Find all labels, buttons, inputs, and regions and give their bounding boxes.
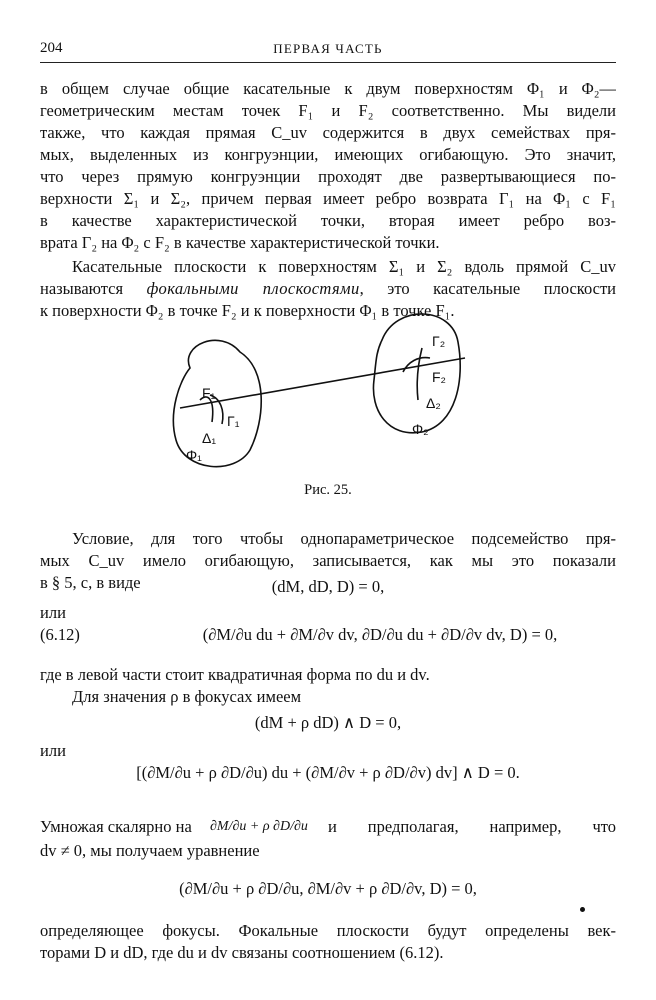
text-line: также, что каждая прямая C_uv содержится в двух семействах пря- (40, 123, 616, 142)
text-line: Касательные плоскости к поверхностям Σ₁ и Σ₂ вдоль прямой C_uv (72, 257, 616, 276)
text-line: Условие, для того чтобы однопараметрическое подсемейство пря- (72, 529, 616, 548)
text-line: в качестве характеристической точки, вторая имеет ребро воз- (40, 211, 616, 230)
text-line: и предполагая, например, что (328, 817, 616, 836)
ink-dot (580, 907, 585, 912)
congruence-line (180, 358, 465, 408)
equation-3: (dM + ρ dD) ∧ D = 0, (254, 713, 402, 732)
text-line: в общем случае общие касательные к двум поверхностям Φ₁ и Φ₂— (40, 79, 616, 98)
equation-1: (dM, dD, D) = 0, (271, 577, 385, 596)
page-header (40, 40, 616, 63)
equation-5: (∂M/∂u + ρ ∂D/∂u, ∂M/∂v + ρ ∂D/∂v, D) = 0, (179, 879, 477, 898)
text-line: верхности Σ₁ и Σ₂, причем первая имеет ребро возврата Γ₁ на Φ₁ с F₁ (40, 189, 616, 208)
text-line: мых C_uv имело огибающую, записывается, как мы это показали (40, 551, 616, 570)
text-line: dv ≠ 0, мы получаем уравнение (40, 841, 260, 860)
figure-caption: Рис. 25. (304, 482, 352, 498)
text-line: в § 5, c, в виде (40, 573, 141, 592)
label-gamma2: Γ₂ (432, 333, 446, 349)
equation-6-12: (∂M/∂u du + ∂M/∂v dv, ∂D/∂u du + ∂D/∂v dv, D) = 0, (202, 625, 558, 644)
text-line: называются фокальными плоскостями, это касательные плоскости (40, 279, 616, 298)
word-or: или (40, 741, 66, 760)
text-line: Умножая скалярно на (40, 817, 192, 836)
label-f1: F₁ (202, 385, 216, 401)
text-line: определяющее фокусы. Фокальные плоскости будут определены век- (40, 921, 616, 940)
label-phi1: Φ₁ (186, 447, 202, 463)
text-line: врата Γ₂ на Φ₂ с F₂ в качестве характеристической точки. (40, 233, 440, 252)
label-phi2: Φ₂ (412, 421, 429, 437)
label-gamma1: Γ₁ (227, 413, 240, 429)
inline-vector-expression: ∂M/∂u + ρ ∂D/∂u (210, 819, 308, 834)
text-line: геометрическим местам точек F₁ и F₂ соответственно. Мы видели (40, 101, 616, 120)
label-f2: F₂ (432, 369, 446, 385)
equation-label: (6.12) (40, 625, 80, 644)
label-delta2: Δ₂ (426, 395, 441, 411)
text-line: что через прямую конгруэнции проходят две развертывающиеся по- (40, 167, 616, 186)
equation-4: [(∂M/∂u + ρ ∂D/∂u) du + (∂M/∂v + ρ ∂D/∂v) dv] ∧ D = 0. (136, 763, 520, 782)
text-line: торами D и dD, где du и dv связаны соотношением (6.12). (40, 943, 444, 962)
text-line: Для значения ρ в фокусах имеем (72, 687, 302, 706)
page-number: 204 (40, 40, 63, 56)
text-line: где в левой части стоит квадратичная форма по du и dv. (40, 665, 430, 684)
running-title: ПЕРВАЯ ЧАСТЬ (273, 41, 383, 56)
label-delta1: Δ₁ (202, 430, 217, 446)
emphasis-term: фокальными плоскостями (146, 279, 360, 298)
figure-25-diagram (160, 300, 490, 470)
text-line: мых, выделенных из конгруэнции, имеющих огибающую. Это значит, (40, 145, 616, 164)
surface-phi2-outline (373, 314, 460, 433)
text-line: к поверхности Φ₂ в точке F₂ и к поверхности Φ₁ в точке F₁. (40, 301, 455, 320)
curve-delta2 (417, 348, 422, 400)
word-or: или (40, 603, 66, 622)
